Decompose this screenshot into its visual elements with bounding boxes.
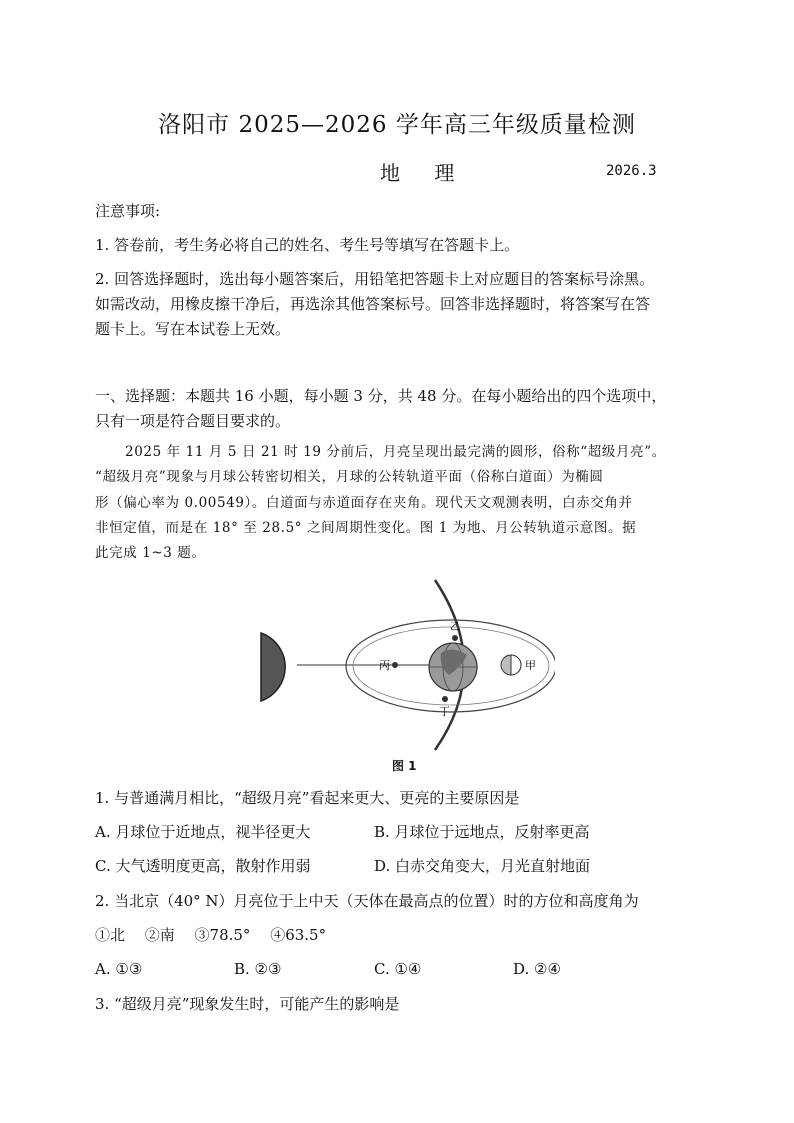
label-jia: 甲 [525, 659, 536, 672]
question-2-choices: ①北 ②南 ③78.5° ④63.5° [95, 926, 327, 944]
label-bing: 丙 [379, 659, 390, 672]
label-yi: 乙 [450, 622, 460, 633]
question-2-stem: 2. 当北京（40° N）月亮位于上中天（天体在最高点的位置）时的方位和高度角为 [95, 892, 639, 910]
passage-line-4: 非恒定值，而是在 18° 至 28.5° 之间周期性变化。图 1 为地、月公转轨道示意图。据 [95, 520, 637, 536]
passage-line-5: 此完成 1~3 题。 [95, 545, 206, 561]
passage-line-3: 形（偏心率为 0.00549）。白道面与赤道面存在夹角。现代天文观测表明，白赤交角并 [95, 495, 633, 511]
question-2-option-c: C. ①④ [374, 960, 422, 978]
exam-date: 2026.3 [606, 163, 657, 179]
label-ding: 丁 [439, 705, 450, 718]
sun-half-disc [261, 633, 285, 701]
question-2-option-a: A. ①③ [95, 960, 143, 978]
notice-item-2-line-2: 如需改动，用橡皮擦干净后，再选涂其他答案标号。回答非选择题时，将答案写在答 [95, 295, 651, 313]
passage-line-1: 2025 年 11 月 5 日 21 时 19 分前后，月亮呈现出最完满的圆形，俗称“超级月亮”。 [125, 444, 666, 460]
question-1-option-d: D. 白赤交角变大，月光直射地面 [374, 857, 591, 875]
question-2-option-d: D. ②④ [513, 960, 561, 978]
question-1-option-a: A. 月球位于近地点，视半径更大 [95, 823, 311, 841]
question-2-option-b: B. ②③ [234, 960, 282, 978]
moon-lit-half [511, 655, 521, 675]
section-1-heading-line-2: 只有一项是符合题目要求的。 [95, 412, 291, 430]
notice-item-2-line-1: 2. 回答选择题时，选出每小题答案后，用铅笔把答题卡上对应题目的答案标号涂黑。 [95, 270, 655, 288]
question-1-option-c: C. 大气透明度更高，散射作用弱 [95, 857, 311, 875]
figure-caption: 图 1 [392, 759, 417, 773]
question-1-stem: 1. 与普通满月相比，“超级月亮”看起来更大、更亮的主要原因是 [95, 789, 520, 807]
notice-heading: 注意事项: [95, 202, 161, 220]
question-3-stem: 3. “超级月亮”现象发生时，可能产生的影响是 [95, 995, 400, 1013]
notice-item-1: 1. 答卷前，考生务必将自己的姓名、考生号等填写在答题卡上。 [95, 236, 520, 254]
section-1-heading-line-1: 一、选择题：本题共 16 小题，每小题 3 分，共 48 分。在每小题给出的四个选项中， [95, 387, 667, 405]
earth-moon-orbit-figure [255, 575, 555, 755]
moon-position-ding [442, 696, 448, 702]
moon-position-bing [392, 662, 398, 668]
exam-title: 洛阳市 2025—2026 学年高三年级质量检测 [158, 112, 636, 138]
question-1-option-b: B. 月球位于远地点，反射率更高 [374, 823, 590, 841]
notice-item-2-line-3: 题卡上。写在本试卷上无效。 [95, 320, 291, 338]
moon-position-yi [452, 635, 458, 641]
subject-name: 地 理 [380, 161, 469, 185]
passage-line-2: “超级月亮”现象与月球公转密切相关，月球的公转轨道平面（俗称白道面）为椭圆 [95, 469, 604, 485]
